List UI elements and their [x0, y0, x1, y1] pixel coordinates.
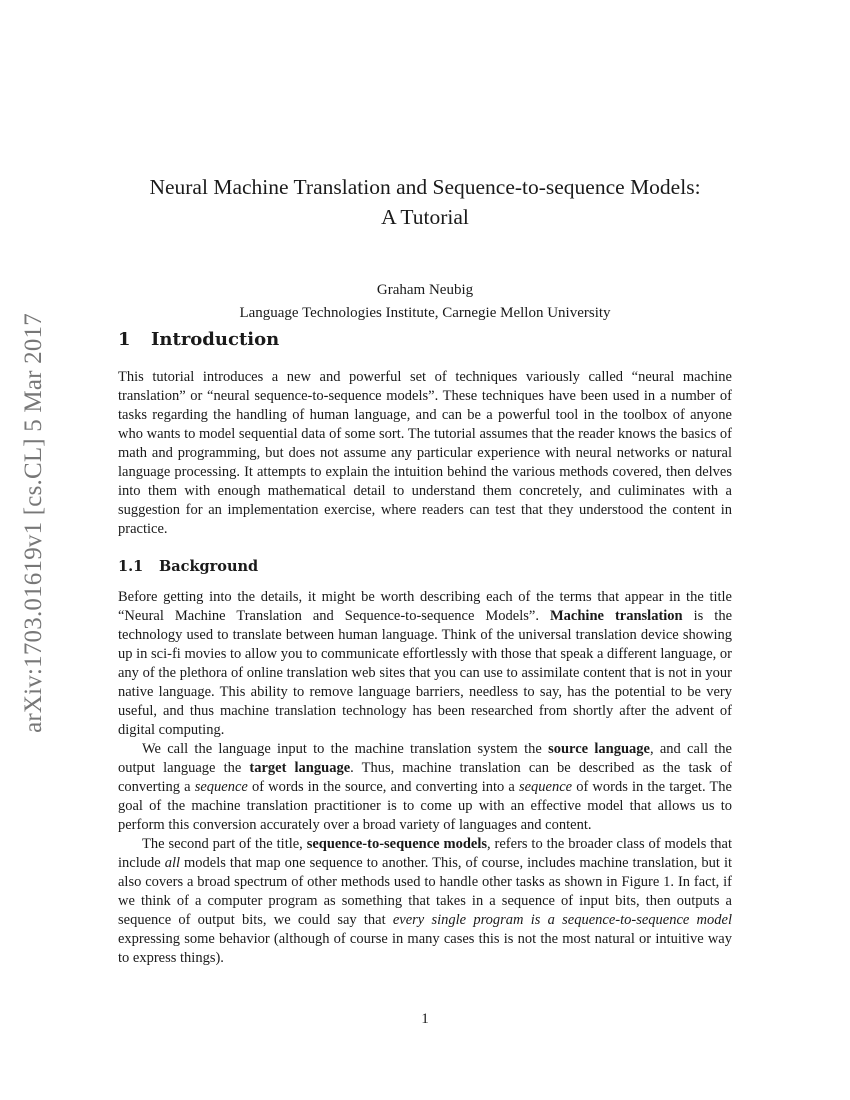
- emphasis-sequence: sequence: [194, 779, 248, 795]
- text-run: , and call the output language the: [118, 741, 732, 776]
- text-run: of words in the target. The goal of the machine translation practitioner is to come up with an effective model that allows us to perform this conversion accurately over a broad variety of languages and content.: [118, 779, 732, 833]
- term-source-language: source language: [548, 741, 650, 757]
- section-heading-introduction: [118, 328, 732, 352]
- page-number: 1: [421, 1011, 429, 1027]
- emphasis-sequence: sequence: [518, 779, 573, 795]
- background-paragraph-1: [118, 588, 732, 740]
- term-target-language: target language: [249, 760, 351, 776]
- section-number: 1: [118, 329, 131, 350]
- subsection-number: 1.1: [118, 558, 144, 575]
- text-run: expressing some behavior (although of course in many cases this is not the most natural or intuitive way to express things).: [118, 931, 732, 966]
- term-seq2seq-models: sequence-to-sequence models: [306, 836, 488, 852]
- text-run: We call the language input to the machine translation system the: [142, 741, 549, 757]
- subsection-title: Background: [159, 558, 259, 575]
- text-run: of words in the source, and converting into a: [247, 779, 519, 795]
- emphasis-all: all: [164, 855, 181, 871]
- introduction-paragraph: This tutorial introduces a new and powerful set of techniques variously called “neural machine translation” or “neural sequence-to-sequence models”. These techniques have been used in a number of tasks regarding the handling of human language, and can be a powerful tool in the toolbox of anyone who wants to model sequential data of some sort. The tutorial assumes that the reader knows the basics of math and programming, but does not assume any particular experience with neural networks or natural language processing. It attempts to explain the intuition behind the various methods covered, then delves into them with enough mathematical detail to understand them concretely, and culiminates with a suggestion for an implementation exercise, where readers can test that they understood the content in practice.: [118, 369, 732, 537]
- emphasis-every-program: every single program is a sequence-to-sequence model: [392, 912, 732, 928]
- text-run: . Thus, machine translation can be described as the task of converting a: [118, 760, 732, 795]
- subsection-heading-background: [118, 557, 732, 577]
- section-title: Introduction: [151, 329, 280, 350]
- paper-body: [118, 328, 732, 968]
- background-paragraph-2: [118, 740, 732, 835]
- text-run: , refers to the broader class of models that include: [118, 836, 732, 871]
- author-affiliation: Language Technologies Institute, Carnegie Mellon University: [239, 305, 611, 321]
- arxiv-identifier-text: arXiv:1703.01619v1 [cs.CL] 5 Mar 2017: [20, 313, 47, 733]
- text-run: The second part of the title,: [142, 836, 307, 852]
- text-run: models that map one sequence to another. This, of course, includes machine translation, but it also covers a broad spectrum of other methods used to handle other tasks as shown in Figure 1. In fact, if we think of a computer program as something that takes in a sequence of input bits, then outputs a sequence of output bits, we could say that: [118, 855, 732, 928]
- text-run: is the technology used to translate between human language. Think of the universal translation device showing up in sci-fi movies to allow you to communicate effortlessly with those that speak a different language, or any of the plethora of online translation web sites that you can use to assimilate content that is not in your native language. This ability to remove language barriers, needless to say, has the potential to be very useful, and thus machine translation technology has been researched from shortly after the advent of digital computing.: [118, 608, 733, 738]
- term-machine-translation: Machine translation: [549, 608, 683, 624]
- arxiv-identifier-stamp: [12, 298, 56, 748]
- author-name: Graham Neubig: [376, 282, 474, 298]
- title-line-2: A Tutorial: [381, 205, 469, 229]
- paper-title: [118, 172, 732, 232]
- title-line-1: Neural Machine Translation and Sequence-to-sequence Models:: [149, 175, 701, 199]
- background-paragraph-3: [118, 835, 732, 968]
- title-block: [118, 172, 732, 323]
- text-run: Before getting into the details, it might be worth describing each of the terms that appear in the title “Neural Machine Translation and Sequence-to-sequence Models”.: [118, 589, 732, 624]
